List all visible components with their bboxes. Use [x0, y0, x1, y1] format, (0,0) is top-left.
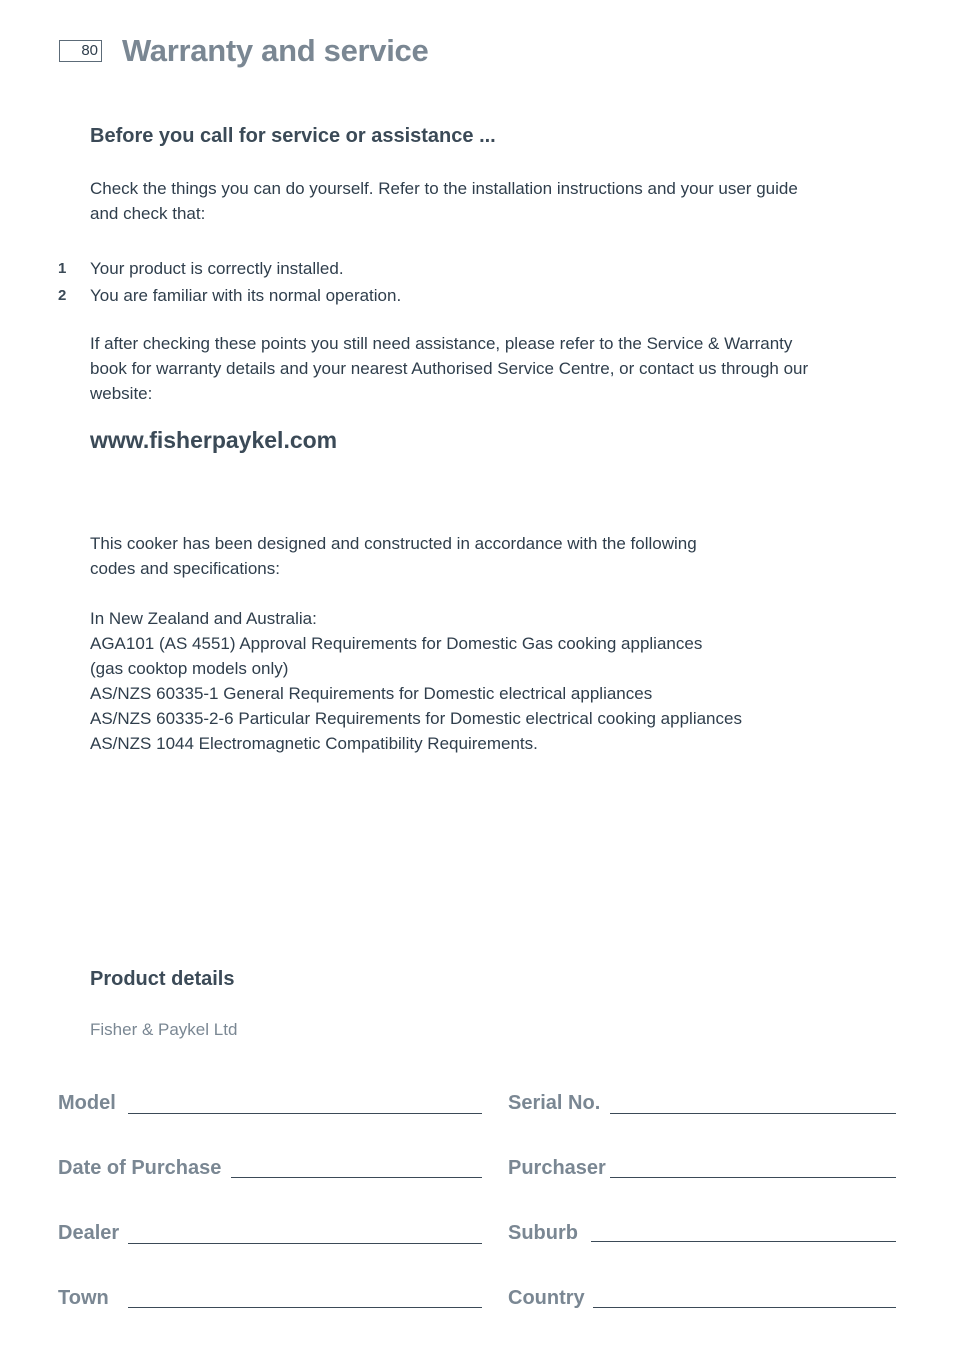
followup-line-3: website: [90, 384, 153, 403]
check-number-2: 2 [58, 287, 67, 304]
purchaser-field[interactable] [610, 1177, 896, 1178]
followup-line-2: book for warranty details and your nearest Authorised Service Centre, or contact us through our [90, 359, 809, 378]
check-item-1: Your product is correctly installed. [90, 259, 344, 278]
town-label: Town [58, 1287, 109, 1309]
check-item-2: You are familiar with its normal operation. [90, 286, 402, 305]
town-field[interactable] [128, 1307, 482, 1308]
compliance-line-2: codes and specifications: [90, 559, 280, 578]
suburb-label: Suburb [508, 1222, 578, 1244]
intro-line-1: Check the things you can do yourself. Refer to the installation instructions and your user guide [90, 179, 798, 198]
standard-line-4: AS/NZS 60335-2-6 Particular Requirements for Domestic electrical cooking appliances [90, 709, 742, 728]
standard-line-2: (gas cooktop models only) [90, 659, 289, 678]
page-number: 80 [59, 40, 102, 62]
model-field[interactable] [128, 1113, 482, 1114]
country-label: Country [508, 1287, 585, 1309]
intro-line-2: and check that: [90, 204, 206, 223]
date-of-purchase-label: Date of Purchase [58, 1157, 222, 1179]
serial-no-field[interactable] [610, 1113, 896, 1114]
dealer-field[interactable] [128, 1243, 482, 1244]
followup-line-1: If after checking these points you still need assistance, please refer to the Service & Warranty [90, 334, 793, 353]
dealer-label: Dealer [58, 1222, 120, 1244]
page-title: Warranty and service [122, 33, 429, 68]
compliance-region: In New Zealand and Australia: [90, 609, 317, 628]
standard-line-1: AGA101 (AS 4551) Approval Requirements for Domestic Gas cooking appliances [90, 634, 703, 653]
standard-line-5: AS/NZS 1044 Electromagnetic Compatibility Requirements. [90, 734, 538, 753]
standard-line-3: AS/NZS 60335-1 General Requirements for Domestic electrical appliances [90, 684, 653, 703]
website-link[interactable]: www.fisherpaykel.com [90, 427, 338, 453]
purchaser-label: Purchaser [508, 1157, 606, 1179]
check-number-1: 1 [58, 260, 67, 277]
country-field[interactable] [593, 1307, 896, 1308]
company-name: Fisher & Paykel Ltd [90, 1020, 238, 1039]
serial-no-label: Serial No. [508, 1092, 601, 1114]
product-details-heading: Product details [90, 968, 235, 990]
suburb-field[interactable] [591, 1241, 896, 1242]
compliance-line-1: This cooker has been designed and constructed in accordance with the following [90, 534, 697, 553]
date-of-purchase-field[interactable] [231, 1177, 482, 1178]
model-label: Model [58, 1092, 116, 1114]
service-heading: Before you call for service or assistance ... [90, 125, 496, 147]
